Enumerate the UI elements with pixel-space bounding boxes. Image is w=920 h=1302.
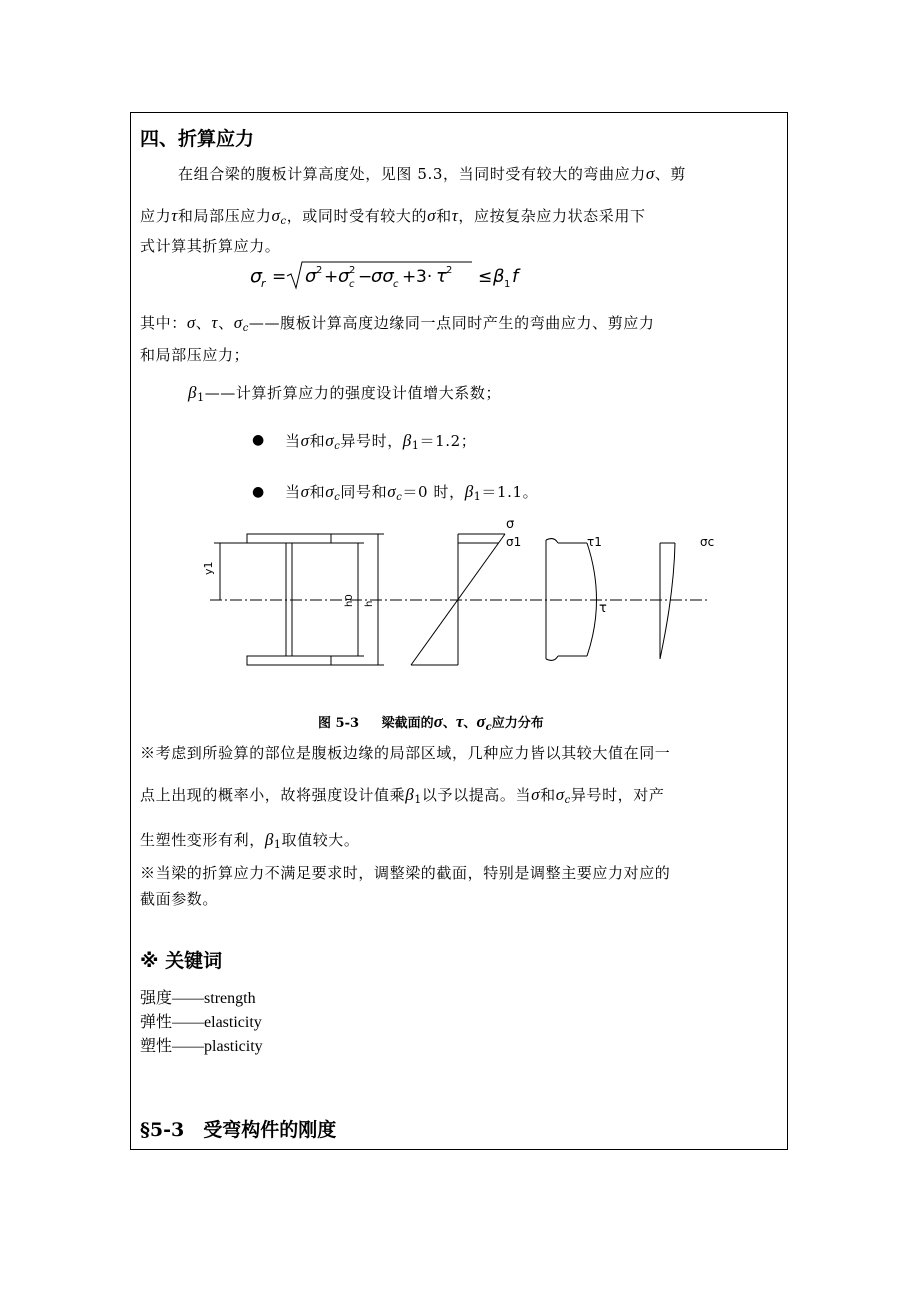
svg-text:≤: ≤ bbox=[478, 267, 493, 287]
label-h: h bbox=[364, 600, 375, 607]
label-sigmac: σc bbox=[700, 535, 715, 549]
svg-text:+: + bbox=[324, 267, 339, 287]
bullet-1: 当σ和$\sigma_c$异号时，$\beta_1=1.2$； bbox=[285, 431, 477, 452]
label-sigma1: σ1 bbox=[506, 535, 522, 549]
svg-text:−: − bbox=[358, 267, 373, 287]
intro-line-1: 在组合梁的腹板计算高度处，见图 5.3，当同时受有较大的弯曲应力σ、剪 bbox=[178, 164, 687, 183]
svg-text:σ: σ bbox=[305, 266, 317, 287]
label-sigma: σ bbox=[506, 517, 515, 532]
svg-text:2: 2 bbox=[316, 265, 323, 276]
svg-text:σ: σ bbox=[250, 265, 263, 287]
bullet-dot-1: ● bbox=[252, 432, 265, 448]
sigmac-curve bbox=[660, 543, 675, 659]
keyword-row: 强度——strength bbox=[140, 990, 256, 1007]
svg-text:c: c bbox=[393, 279, 399, 290]
next-section-title: §5-3 受弯构件的刚度 bbox=[140, 1119, 337, 1141]
svg-text:3·: 3· bbox=[416, 267, 433, 287]
label-tau: τ bbox=[599, 601, 607, 616]
top-flange bbox=[247, 534, 331, 543]
keyword-row: 弹性——elasticity bbox=[140, 1014, 262, 1031]
note-1-line-1: ※考虑到所验算的部位是腹板边缘的局部区域，几种应力皆以其较大值在同一 bbox=[140, 744, 671, 762]
label-h0: h0 bbox=[344, 594, 355, 607]
section-title: 四、折算应力 bbox=[140, 128, 255, 150]
bottom-flange bbox=[247, 656, 331, 665]
keywords-title: ※ 关键词 bbox=[140, 950, 223, 972]
svg-text:+: + bbox=[402, 267, 417, 287]
svg-text:c: c bbox=[349, 279, 355, 290]
beta-description: $\beta_1——$计算折算应力的强度设计值增大系数； bbox=[188, 383, 502, 404]
intro-line-2: 应力τ和局部压应力$\sigma_c$，或同时受有较大的σ和τ，应按复杂应力状态采用下 bbox=[140, 206, 646, 227]
label-tau1: τ1 bbox=[587, 535, 602, 549]
bullet-2: 当σ和$\sigma_c$同号和$\sigma_c=0$ 时，$\beta_1=1.1$。 bbox=[285, 482, 539, 503]
svg-text:β: β bbox=[493, 266, 505, 287]
svg-text:r: r bbox=[261, 277, 266, 290]
formula-graphic bbox=[250, 258, 530, 294]
note-1-line-3: 生塑性变形有利，$\beta_1$取值较大。 bbox=[140, 830, 360, 851]
svg-text:σσ: σσ bbox=[371, 266, 394, 287]
reduced-stress-formula bbox=[250, 258, 530, 298]
svg-text:τ: τ bbox=[436, 266, 447, 287]
where-line-2: 和局部压应力； bbox=[140, 346, 250, 364]
svg-text:f: f bbox=[512, 266, 519, 287]
stress-distribution-figure bbox=[190, 515, 730, 675]
note-2-line-1: ※当梁的折算应力不满足要求时，调整梁的截面，特别是调整主要应力对应的 bbox=[140, 864, 671, 882]
svg-text:σ: σ bbox=[338, 266, 350, 287]
where-line-1: 其中：σ、τ、$\sigma_c——$腹板计算高度边缘同一点同时产生的弯曲应力、剪应力 bbox=[140, 313, 655, 334]
figure-caption: 图 5-3 梁截面的σ、τ、$\sigma_c$应力分布 bbox=[318, 712, 544, 733]
label-y1: y1 bbox=[202, 561, 215, 575]
intro-line-3: 式计算其折算应力。 bbox=[140, 237, 281, 255]
svg-text:2: 2 bbox=[349, 265, 356, 276]
svg-text:2: 2 bbox=[446, 265, 453, 276]
keyword-row: 塑性——plasticity bbox=[140, 1038, 263, 1055]
svg-text:=: = bbox=[272, 267, 287, 287]
note-2-line-2: 截面参数。 bbox=[140, 890, 219, 908]
svg-text:1: 1 bbox=[504, 279, 511, 290]
note-1-line-2: 点上出现的概率小，故将强度设计值乘$\beta_1$以予以提高。当σ和$\sigma_c$异号时，对产 bbox=[140, 785, 665, 806]
bullet-dot-2: ● bbox=[252, 484, 265, 500]
